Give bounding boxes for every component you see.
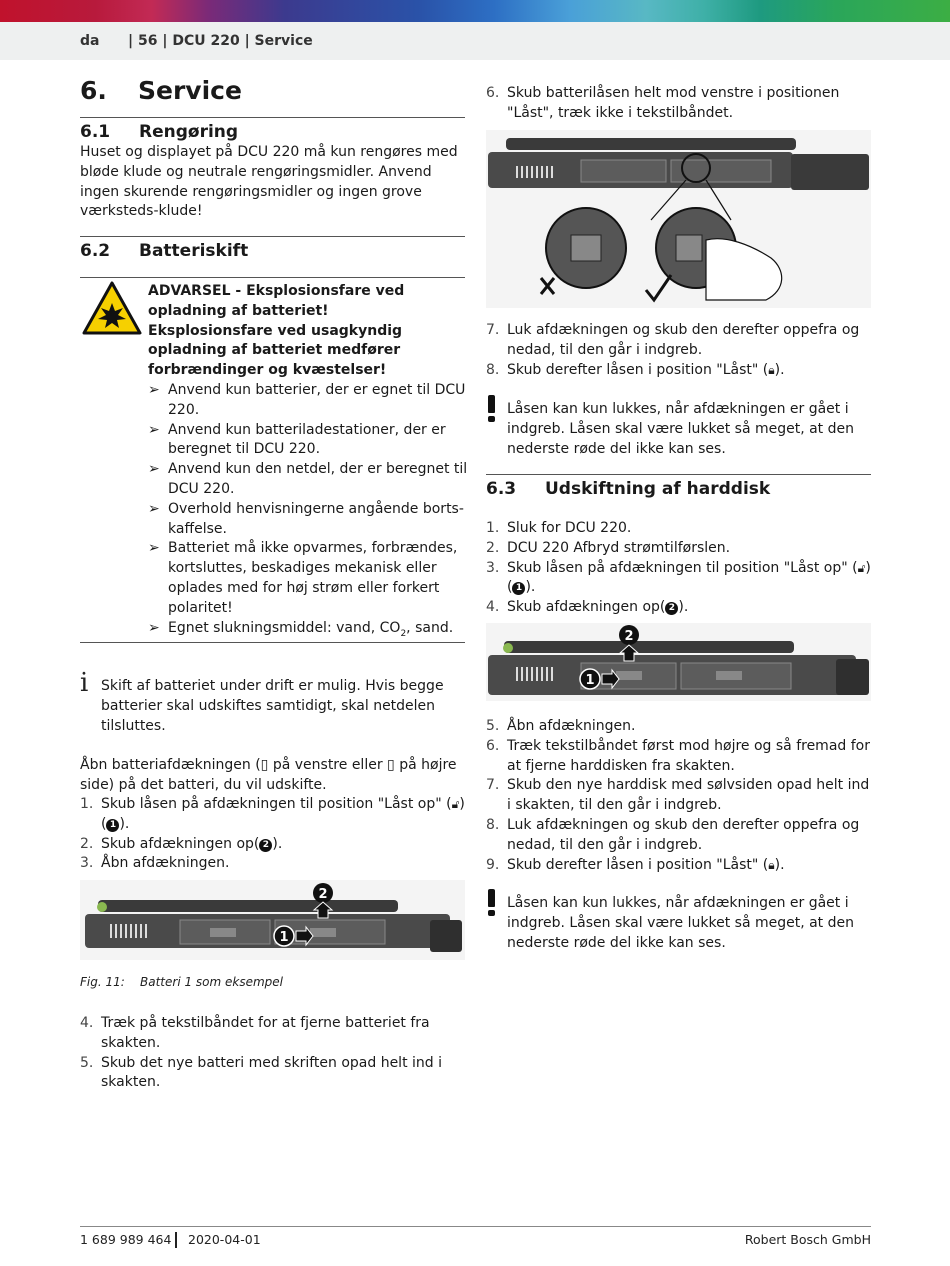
unlock-icon: 🔓︎ — [451, 797, 460, 811]
list-item: 4. Skub afdækningen op( 2 ). — [486, 599, 689, 616]
divider — [80, 277, 465, 278]
info-icon: i — [80, 668, 89, 698]
brand-color-band — [0, 0, 950, 22]
cleaning-text: Huset og displayet på DCU 220 må kun rengøres med bløde klude og neutrale rengøringsmidler. Anvend ingen skurende rengøringsmidler og ingen grove værksteds-klude! — [80, 144, 458, 220]
section-6-3-heading: 6.3 Udskiftning af harddisk — [486, 479, 771, 499]
svg-text:1: 1 — [585, 673, 595, 688]
warning-item: ➢ Batteriet må ikke opvarmes, forbrændes, kortsluttes, beskadiges mekanisk eller oplades med for høj strøm eller forkert polaritet! — [148, 540, 458, 616]
list-item: 1. Sluk for DCU 220. — [486, 520, 632, 536]
lock-icon: 🔒︎ — [768, 857, 775, 872]
list-item: 2. DCU 220 Afbryd strømtilførslen. — [486, 539, 731, 556]
unlock-icon: 🔓︎ — [857, 560, 866, 575]
open-cover-text: Åbn batteriafdækningen (▯ på venstre eller ▯ på højre side) på det batteri, du vil udskifte. — [80, 757, 457, 793]
info-note: Skift af batteriet under drift er mulig. Hvis begge batterier skal udskiftes samtidigt, skal netdelen tilsluttes. — [101, 678, 444, 734]
list-item: 7. Luk afdækningen og skub den derefter oppefra og nedad, til den går i indgreb. — [486, 322, 860, 358]
warning-item: ➢ Overhold henvisningerne angående borts-kaffelse. — [148, 500, 464, 537]
steps-list-d — [486, 321, 871, 380]
divider — [486, 474, 871, 475]
lock-note: Låsen kan kun lukkes, når afdækningen er gået i indgreb. Låsen skal være lukket så meget, at den nederste røde del ikke kan ses. — [507, 895, 854, 951]
footer-separator — [175, 1232, 177, 1248]
harddisk-figure — [486, 623, 871, 701]
list-item: 3. Åbn afdækningen. — [80, 855, 230, 872]
steps-list-a — [80, 795, 465, 874]
warning-item: ➢ Anvend kun batteriladestationer, der er beregnet til DCU 220. — [148, 421, 446, 458]
list-item: 8. Skub derefter låsen i position "Låst" (🔒︎). — [486, 361, 785, 378]
section-6-1-heading: 6.1 Rengøring — [80, 122, 239, 142]
footer-docnum: 1 689 989 464 — [80, 1232, 172, 1247]
list-item: 9. Skub derefter låsen i position "Låst" (🔒︎). — [486, 856, 785, 873]
battery-right-icon: ▯ — [387, 757, 395, 773]
list-item: 5. Skub det nye batteri med skriften opad helt ind i skakten. — [80, 1054, 443, 1091]
section-6-2-heading: 6.2 Batteriskift — [80, 241, 249, 261]
list-item: 1. Skub låsen på afdækningen til position "Låst op" (🔓︎) ( 1 ). — [80, 796, 465, 832]
lock-icon: 🔒︎ — [768, 362, 775, 377]
steps-list-e — [486, 519, 871, 618]
steps-list-f — [486, 717, 871, 875]
section-6-heading: 6. Service — [80, 76, 242, 105]
battery-left-icon: ▯ — [260, 757, 269, 773]
list-item: 7. Skub den nye harddisk med sølvsiden opad helt ind i skakten, til den går i indgreb. — [486, 777, 870, 814]
explosion-warning-icon — [82, 281, 142, 335]
header-language: da — [80, 33, 100, 49]
list-item: 8. Luk afdækningen og skub den derefter oppefra og nedad, til den går i indgreb. — [486, 816, 860, 853]
figure-caption: Fig. 11: Batteri 1 som eksempel — [80, 975, 283, 989]
steps-list-b — [80, 1014, 465, 1093]
footer-rule — [80, 1226, 871, 1227]
list-item: 4. Træk på tekstilbåndet for at fjerne batteriet fra skakten. — [80, 1015, 430, 1051]
list-item: 2. Skub afdækningen op( 2 ). — [80, 835, 283, 852]
svg-text:2: 2 — [624, 629, 634, 644]
divider — [80, 117, 465, 118]
list-item: 6. Skub batterilåsen helt mod venstre i positionen "Låst", træk ikke i tekstilbåndet. — [486, 85, 840, 121]
header-title: | 56 | DCU 220 | Service — [128, 33, 313, 49]
steps-list-c — [486, 84, 871, 124]
footer-company: Robert Bosch GmbH — [744, 1232, 871, 1247]
warning-item: ➢ Anvend kun batterier, der er egnet til DCU 220. — [148, 381, 466, 418]
list-item: 6. Træk tekstilbåndet først mod højre og så fremad for at fjerne harddisken fra skakten. — [486, 737, 870, 774]
warning-subtitle: Eksplosionsfare ved usagkyndig opladning af batteriet medfører forbrændinger og kvæstelser! — [148, 322, 403, 379]
svg-text:2: 2 — [318, 887, 328, 902]
divider — [80, 236, 465, 237]
warning-item: ➢ Egnet slukningsmiddel: vand, $CO_2$, sand. — [148, 619, 454, 639]
warning-item: ➢ Anvend kun den netdel, der er beregnet til DCU 220. — [148, 461, 468, 497]
divider — [80, 642, 465, 643]
battery-lock-figure — [486, 130, 871, 308]
svg-text:1: 1 — [279, 930, 289, 945]
warning-title: ADVARSEL - Eksplosionsfare ved opladning af batteriet! — [148, 283, 405, 319]
list-item: 5. Åbn afdækningen. — [486, 718, 636, 734]
list-item: 3. Skub låsen på afdækningen til position "Låst op" (🔓︎) ( 1 ). — [486, 559, 871, 596]
lock-note: Låsen kan kun lukkes, når afdækningen er gået i indgreb. Låsen skal være lukket så meget, at den nederste røde del ikke kan ses. — [507, 401, 854, 457]
footer-date: 2020-04-01 — [188, 1232, 261, 1247]
battery-figure — [80, 880, 465, 960]
